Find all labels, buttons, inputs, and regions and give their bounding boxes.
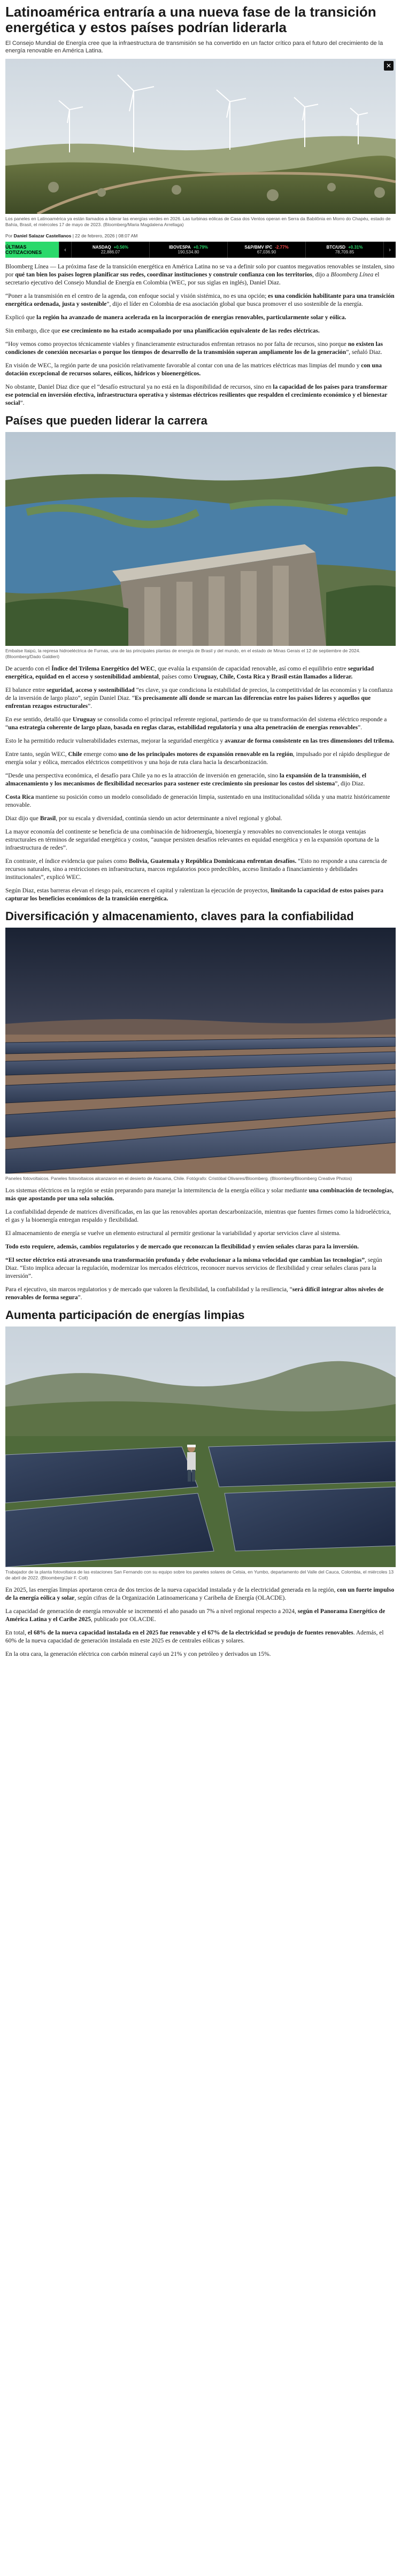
solar-worker-caption: Trabajador de la planta fotovoltaica de las estaciones San Fernando con su equipo sobre los paneles solares de Celsia, en Yumbo, departamento del Valle del Cauca, Colombia, el miércoles 13 de abril de 2022. (Bloomberg/Jair F. Coll): [5, 1569, 394, 1580]
article-lede: El Consejo Mundial de Energía cree que la infraestructura de transmisión se ha convertido en un factor crítico para el futuro del crecimiento de la energía renovable en América Latina.: [5, 40, 383, 54]
paragraph: “El sector eléctrico está atravesando una transformación profunda y debe evolucionar a la misma velocidad que cambian las tecnologías”, según Diaz. “Esto implica adecuar la regulación, modernizar los mercados eléctricos, reconocer nuevos servicios de flexibilidad y crear señales claras para la inversión”.: [5, 1257, 382, 1279]
paragraph: Esto le ha permitido reducir vulnerabilidades externas, mejorar la seguridad energética y avanzar de forma consistente en las tres dimensiones del trilema.: [5, 738, 395, 744]
paragraph: En la otra cara, la generación eléctrica con carbón mineral cayó un 21% y con petróleo y derivados un 15%.: [5, 1651, 271, 1657]
solar-worker-photo: [5, 1326, 396, 1567]
byline-prefix: Por: [5, 233, 13, 238]
ticker-item[interactable]: [71, 242, 149, 258]
paragraph: De acuerdo con el Índice del Trilema Energético del WEC, que evalúa la expansión de capacidad renovable, así como el equilibrio entre seguridad energética, equidad en el acceso y sostenibilidad ambiental, países como Uruguay, Chile, Costa Rica y Brasil están llamados a liderar.: [5, 666, 374, 680]
ticker-change: +0.79%: [193, 245, 209, 250]
byline: [5, 233, 396, 238]
solar-desert-image: [5, 928, 396, 1174]
ticker-next-icon[interactable]: ›: [383, 242, 396, 258]
paragraph: Explicó que la región ha avanzado de manera acelerada en la incorporación de energías renovables, particularmente solar y eólica.: [5, 314, 346, 321]
paragraph: Entre tanto, según WEC, Chile emerge como uno de los principales motores de expansión renovable en la región, impulsado por el rápido despliegue de energía solar y eólica, mercados eléctricos competitivos y una hoja de ruta clara hacia la descarbonización.: [5, 751, 390, 766]
dam-photo: [5, 432, 396, 646]
ticker-value: 22,886.07: [101, 250, 120, 254]
hero-caption: Los paneles en Latinoamérica ya están llamados a liderar las energías verdes en 2026. Las turbinas eólicas de Casa dos Ventos operan en Serra da Babilônia en Morro do Chapéu, estado de Bahía, Brasil, el miércoles 17 de mayo de 2023. (Bloomberg/Maria Magdalena Arrellaga): [5, 216, 391, 227]
wind-turbines-photo: [5, 59, 396, 214]
paragraph: Para el ejecutivo, sin marcos regulatorios y de mercado que valoren la flexibilidad, la confiabilidad y la resiliencia, “será difícil integrar altos niveles de renovables de forma segura”.: [5, 1286, 384, 1301]
paragraph: Costa Rica mantiene su posición como un modelo consolidado de generación limpia, sustentado en una institucionalidad sólida y una matriz históricamente renovable.: [5, 794, 390, 808]
paragraph: El balance entre seguridad, acceso y sostenibilidad “es clave, ya que condiciona la estabilidad de precios, la competitividad de las economías y la confianza de la inversión de largo plazo”, según Daniel Diaz. “Es precisamente allí donde se marcan las diferencias entre los países líderes y aquellos que enfrentan rezagos estructurales”.: [5, 687, 393, 709]
paragraph: En contraste, el índice evidencia que países como Bolivia, Guatemala y República Dominicana enfrentan desafíos. “Esto no responde a una carencia de recursos naturales, sino a restricciones en infraestructura, marcos regulatorios poco predecibles, acceso limitado a financiamiento y debilidades institucionales”, explicó WEC.: [5, 858, 387, 881]
section-heading: Aumenta participación de energías limpias: [5, 1308, 245, 1322]
ticker-item[interactable]: [227, 242, 305, 258]
paragraph: El almacenamiento de energía se vuelve un elemento estructural al permitir gestionar la variabilidad y aportar servicios clave al sistema.: [5, 1230, 341, 1237]
paragraph: Según Diaz, estas barreras elevan el riesgo país, encarecen el capital y ralentizan la ejecución de proyectos, limitando la capacidad de estos países para capturar los beneficios económicos de la transición energética.: [5, 888, 384, 902]
dam-caption: Embalse Itaipú, la represa hidroeléctrica de Furnas, una de las principales plantas de energía de Brasil y del mundo, en el estado de Minas Gerais el 12 de septiembre de 2024. (Bloomberg/Dado Galdieri): [5, 648, 360, 659]
close-icon[interactable]: ✕: [384, 61, 394, 71]
paragraph: La capacidad de generación de energía renovable se incrementó el año pasado un 7% a nivel regional respecto a 2024, según el Panorama Energético de América Latina y el Caribe 2025, publicado por OLACDE.: [5, 1608, 385, 1623]
article-page: [0, 4, 401, 1669]
ticker-name: BTC/USD: [326, 245, 346, 250]
ticker-value: 78,709.85: [335, 250, 354, 254]
ticker-name: NASDAQ: [92, 245, 111, 250]
paragraph: No obstante, Daniel Diaz dice que el “desafío estructural ya no está en la disponibilidad de recursos, sino en la capacidad de los países para transformar ese potencial en inversión efectiva, infraestructura operativa y sistemas eléctricos resilientes que respalden el crecimiento económico y el bienestar social”.: [5, 384, 388, 406]
byline-date: | 22 de febrero, 2026 | 08:07 AM: [72, 233, 138, 238]
paragraph: Diaz dijo que Brasil, por su escala y diversidad, continúa siendo un actor determinante a nivel regional y global.: [5, 815, 282, 822]
hero-image: [5, 59, 396, 214]
ticker-name: S&P/BMV IPC: [244, 245, 273, 250]
paragraph: La confiabilidad depende de matrices diversificadas, en las que las renovables aportan descarbonización, mientras que fuentes firmes como la hidroeléctrica, el gas y la bioenergía entregan respaldo y flexibilidad.: [5, 1209, 391, 1223]
ticker-prev-icon[interactable]: ‹: [59, 242, 71, 258]
paragraph: En total, el 68% de la nueva capacidad instalada en el 2025 fue renovable y el 67% de la electricidad se produjo de fuentes renovables. Además, el 60% de la nueva capacidad de generación instalada en este 2025 es de centrales eólicas y solares.: [5, 1630, 384, 1644]
paragraph: La mayor economía del continente se beneficia de una combinación de hidroenergía, bioenergía y renovables no convencionales le otorga ventajas estructurales en términos de seguridad energética y costos, “aunque persisten desafíos relevantes en equidad energética y en la expansión oportuna de la infraestructura de redes”.: [5, 829, 379, 851]
paragraph: Todo esto requiere, además, cambios regulatorios y de mercado que reconozcan la flexibilidad y envíen señales claras para la inversión.: [5, 1244, 359, 1250]
market-ticker: [5, 242, 396, 258]
ticker-item[interactable]: [149, 242, 227, 258]
ticker-value: 67,036.90: [257, 250, 276, 254]
paragraph: En ese sentido, detalló que Uruguay se consolida como el principal referente regional, partiendo de que su transformación del sistema eléctrico responde a “una estrategia coherente de largo plazo, basada en reglas claras, estabilidad regulatoria y una alta penetración de energías renovables”.: [5, 716, 387, 731]
ticker-change: +0.31%: [348, 245, 363, 250]
solar-worker-image: [5, 1326, 396, 1567]
paragraph: Sin embargo, dice que ese crecimiento no ha estado acompañado por una planificación equivalente de las redes eléctricas.: [5, 328, 320, 334]
section-heading: Diversificación y almacenamiento, claves para la confiabilidad: [5, 909, 354, 923]
article-title: Latinoamérica entraría a una nueva fase de la transición energética y estos países podrían liderarla: [5, 4, 376, 35]
ticker-name: IBOVESPA: [168, 245, 191, 250]
ticker-change: +0.56%: [113, 245, 129, 250]
paragraph: “Desde una perspectiva económica, el desafío para Chile ya no es la atracción de inversión en generación, sino la expansión de la transmisión, el almacenamiento y los mecanismos de flexibilidad necesarios para sostener este crecimiento sin presionar los costos del sistema”, dijo Diaz.: [5, 773, 367, 787]
paragraph: En visión de WEC, la región parte de una posición relativamente favorable al contar con una de las matrices eléctricas mas limpias del mundo y con una dotación excepcional de recursos solares, eólicos, hídricos y bioenergéticos.: [5, 363, 382, 377]
ticker-item[interactable]: [305, 242, 383, 258]
paragraph: Bloomberg Línea — La próxima fase de la transición energética en América Latina no se va a definir solo por cuantos megavatios renovables se instalen, sino por qué tan bien los países logren planificar sus redes, coordinar instituciones y construir confianza con los territorios, dijo a Bloomberg Línea el secretario ejecutivo del Consejo Mundial de Energía en Colombia (WEC, por sus siglas en inglés), Daniel Diaz.: [5, 264, 395, 286]
paragraph: “Poner a la transmisión en el centro de la agenda, con enfoque social y visión sistémica, no es una opción; es una condición habilitante para una transición energética ordenada, justa y sostenible”, dijo el líder en Colombia de esa asociación global que busca promover el uso sostenible de la energía.: [5, 293, 395, 307]
section-heading: Países que pueden liderar la carrera: [5, 414, 207, 427]
byline-author[interactable]: Daniel Salazar Castellanos: [13, 233, 72, 238]
solar-panels-photo: [5, 928, 396, 1174]
paragraph: Los sistemas eléctricos en la región se están preparando para manejar la intermitencia de la energía eólica y solar mediante una combinación de tecnologías, más que apostando por una sola solución.: [5, 1187, 394, 1202]
ticker-label: ÚLTIMAS COTIZACIONES: [5, 242, 59, 258]
dam-image: [5, 432, 396, 646]
paragraph: “Hoy vemos como proyectos técnicamente viables y financieramente estructurados enfrentan retrasos no por falta de recursos, sino porque no existen las condiciones de conexión necesarias o porque los tiempos de desarrollo de la transmisión superan ampliamente los de la generación”, señaló Diaz.: [5, 341, 383, 356]
ticker-change: -2.77%: [275, 245, 289, 250]
solar-desert-caption: Paneles fotovoltaicos. Paneles fotovoltaicos alcanzaron en el desierto de Atacama, Chile. Fotógrafo: Cristóbal Olivares/Bloomberg. (Bloomberg/Bloomberg Creative Photos): [5, 1176, 352, 1181]
paragraph: En 2025, las energías limpias aportaron cerca de dos tercios de la nueva capacidad instalada y de la electricidad generada en la región, con un fuerte impulso de la energía eólica y solar, según cifras de la Organización Latinoamericana y Caribeña de Energía (OLACDE).: [5, 1587, 395, 1601]
ticker-value: 190,534.80: [178, 250, 199, 254]
